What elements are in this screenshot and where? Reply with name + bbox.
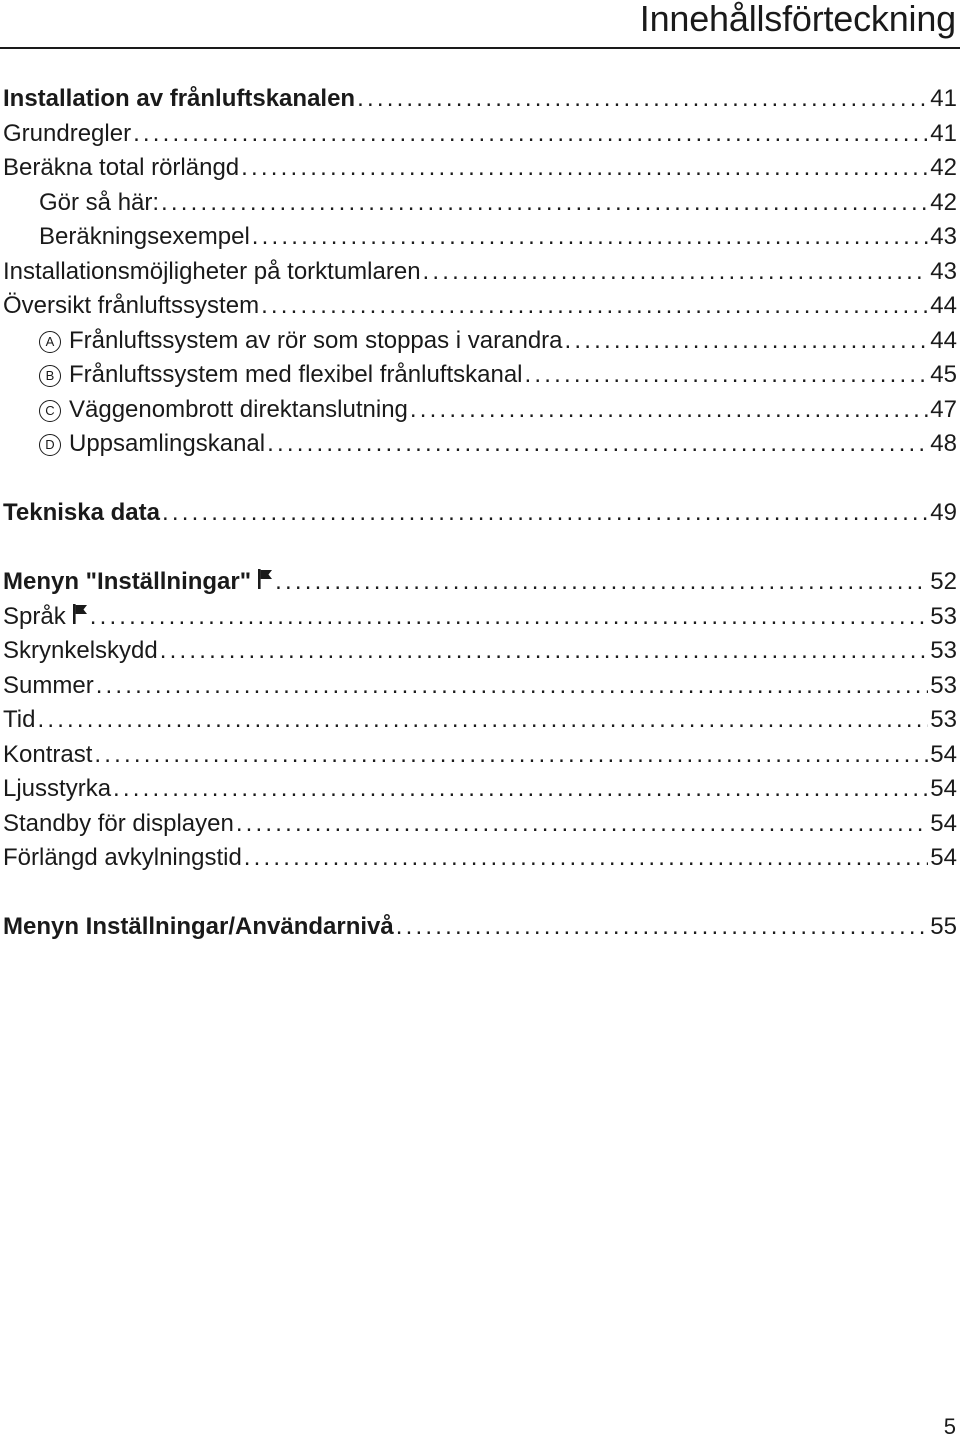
- toc-dot-leader: [275, 565, 928, 600]
- toc-entry-text: Uppsamlingskanal: [69, 430, 266, 457]
- toc-page-number: 54: [930, 844, 957, 871]
- toc-page-number: 43: [930, 257, 957, 285]
- toc-page-number: 49: [930, 499, 957, 526]
- toc-entry-label: [39, 186, 159, 221]
- toc-entry-label: [3, 841, 242, 876]
- toc-entry-label: [3, 600, 88, 635]
- toc-entry-text: Ljusstyrka: [3, 775, 112, 802]
- toc-entry-text: Gör så här:: [39, 188, 160, 216]
- toc-entry-text: Frånluftssystem av rör som stoppas i varandra: [69, 326, 563, 354]
- toc-page-number: 41: [930, 119, 957, 147]
- toc-dot-leader: [96, 669, 929, 704]
- toc-entry-label: [3, 289, 259, 324]
- toc-entry[interactable]: [3, 324, 957, 359]
- toc-entry-text: Installationsmöjligheter på torktumlaren: [3, 257, 421, 285]
- toc-dot-leader: [396, 910, 929, 945]
- toc-dot-leader: [236, 807, 928, 842]
- toc-entry[interactable]: [3, 807, 957, 842]
- toc-dot-leader: [133, 117, 928, 152]
- toc-entry-text: Väggenombrott direktanslutning: [69, 395, 408, 423]
- toc-entry-label: [3, 772, 111, 807]
- toc-entry-text: Menyn "Inställningar": [3, 568, 252, 595]
- toc-dot-leader: [90, 600, 929, 635]
- toc-entry[interactable]: [3, 82, 957, 117]
- toc-entry-text: Kontrast: [3, 740, 93, 768]
- toc-entry-label: [39, 324, 563, 359]
- title-divider: [0, 47, 960, 49]
- toc-page-number: 53: [930, 706, 957, 733]
- toc-dot-leader: [565, 324, 929, 359]
- toc-entry-label: [3, 807, 234, 842]
- toc-entry-label: [3, 117, 131, 152]
- toc-dot-leader: [162, 496, 928, 531]
- toc-entry-label: [3, 82, 355, 117]
- toc-entry-text: Grundregler: [3, 119, 132, 147]
- toc-dot-leader: [252, 220, 929, 255]
- toc-page-number: 54: [930, 775, 957, 802]
- toc-page-number: 53: [930, 637, 957, 664]
- toc-page-number: 52: [930, 568, 957, 595]
- toc-entry-text: Skrynkelskydd: [3, 637, 158, 664]
- toc-entry[interactable]: [3, 427, 957, 462]
- toc-entry-label: [3, 151, 239, 186]
- toc-entry[interactable]: [3, 772, 957, 807]
- toc-entry[interactable]: [3, 634, 957, 669]
- toc-entry[interactable]: [3, 565, 957, 600]
- toc-page-number: 54: [930, 740, 957, 768]
- toc-entry[interactable]: [3, 220, 957, 255]
- toc-entry-label: [3, 910, 394, 945]
- toc-dot-leader: [267, 427, 928, 462]
- toc-page-number: 43: [930, 223, 957, 250]
- circled-letter-marker: B: [39, 365, 61, 387]
- toc-page-number: 54: [930, 809, 957, 837]
- toc-entry-label: [39, 358, 523, 393]
- toc-page-number: 45: [930, 361, 957, 388]
- toc-entry[interactable]: [3, 738, 957, 773]
- toc-entry-text: Tid: [3, 706, 36, 733]
- toc-entry[interactable]: [3, 117, 957, 152]
- circled-letter-marker: C: [39, 400, 61, 422]
- toc-entry-label: [3, 738, 92, 773]
- toc-entry[interactable]: [3, 841, 957, 876]
- toc-page-number: 42: [930, 154, 957, 181]
- toc-page-number: 53: [930, 671, 957, 699]
- toc-entry-label: [39, 220, 250, 255]
- toc-dot-leader: [261, 289, 928, 324]
- toc-entry-text: Installation av frånluftskanalen: [3, 85, 356, 112]
- toc-dot-leader: [525, 358, 929, 393]
- toc-dot-leader: [161, 186, 928, 221]
- toc-entry[interactable]: [3, 186, 957, 221]
- toc-entry[interactable]: [3, 496, 957, 531]
- flag-icon: [72, 603, 88, 625]
- toc-dot-leader: [423, 255, 929, 290]
- toc-entry[interactable]: [3, 255, 957, 290]
- toc-page-number: 47: [930, 395, 957, 423]
- toc-dot-leader: [410, 393, 928, 428]
- toc-entry-label: [39, 427, 265, 462]
- toc-entry[interactable]: [3, 393, 957, 428]
- toc-entry-text: Översikt frånluftssystem: [3, 292, 260, 319]
- toc-entry-label: [3, 255, 421, 290]
- toc-entry-label: [3, 496, 160, 531]
- toc-entry[interactable]: [3, 358, 957, 393]
- toc-dot-leader: [241, 151, 928, 186]
- toc-entry-text: Förlängd avkylningstid: [3, 844, 242, 871]
- page-number: 5: [943, 1414, 956, 1439]
- toc-page-number: 42: [930, 188, 957, 216]
- toc-page-number: 44: [930, 292, 957, 319]
- toc-entry-label: [39, 393, 408, 428]
- toc-entry-text: Språk: [3, 602, 66, 630]
- toc-entry[interactable]: [3, 289, 957, 324]
- toc-dot-leader: [113, 772, 928, 807]
- toc-entry[interactable]: [3, 600, 957, 635]
- circled-letter-marker: D: [39, 434, 61, 456]
- toc-page-number: 55: [930, 913, 957, 940]
- table-of-contents: [3, 82, 957, 945]
- toc-entry-text: Summer: [3, 671, 94, 699]
- toc-entry-text: Beräkna total rörlängd: [3, 154, 240, 181]
- toc-entry-text: Frånluftssystem med flexibel frånluftskanal: [69, 361, 523, 388]
- toc-entry-label: [3, 669, 94, 704]
- flag-icon: [257, 568, 273, 590]
- toc-entry-label: [3, 565, 273, 600]
- toc-entry[interactable]: [3, 151, 957, 186]
- toc-dot-leader: [244, 841, 929, 876]
- toc-entry-label: [3, 703, 35, 738]
- toc-page-number: 53: [930, 602, 957, 630]
- toc-entry[interactable]: [3, 669, 957, 704]
- toc-entry-text: Menyn Inställningar/Användarnivå: [3, 913, 394, 940]
- toc-dot-leader: [357, 82, 928, 117]
- toc-entry[interactable]: [3, 703, 957, 738]
- toc-entry-label: [3, 634, 158, 669]
- toc-page-number: 48: [930, 430, 957, 457]
- toc-dot-leader: [94, 738, 928, 773]
- toc-entry-text: Tekniska data: [3, 499, 160, 526]
- toc-entry-text: Standby för displayen: [3, 809, 234, 837]
- toc-page-number: 41: [930, 85, 957, 112]
- circled-letter-marker: A: [39, 331, 61, 353]
- toc-entry[interactable]: [3, 910, 957, 945]
- page-title: Innehållsförteckning: [639, 0, 956, 39]
- toc-dot-leader: [37, 703, 928, 738]
- toc-page-number: 44: [930, 326, 957, 354]
- toc-entry-text: Beräkningsexempel: [39, 223, 250, 250]
- toc-dot-leader: [160, 634, 929, 669]
